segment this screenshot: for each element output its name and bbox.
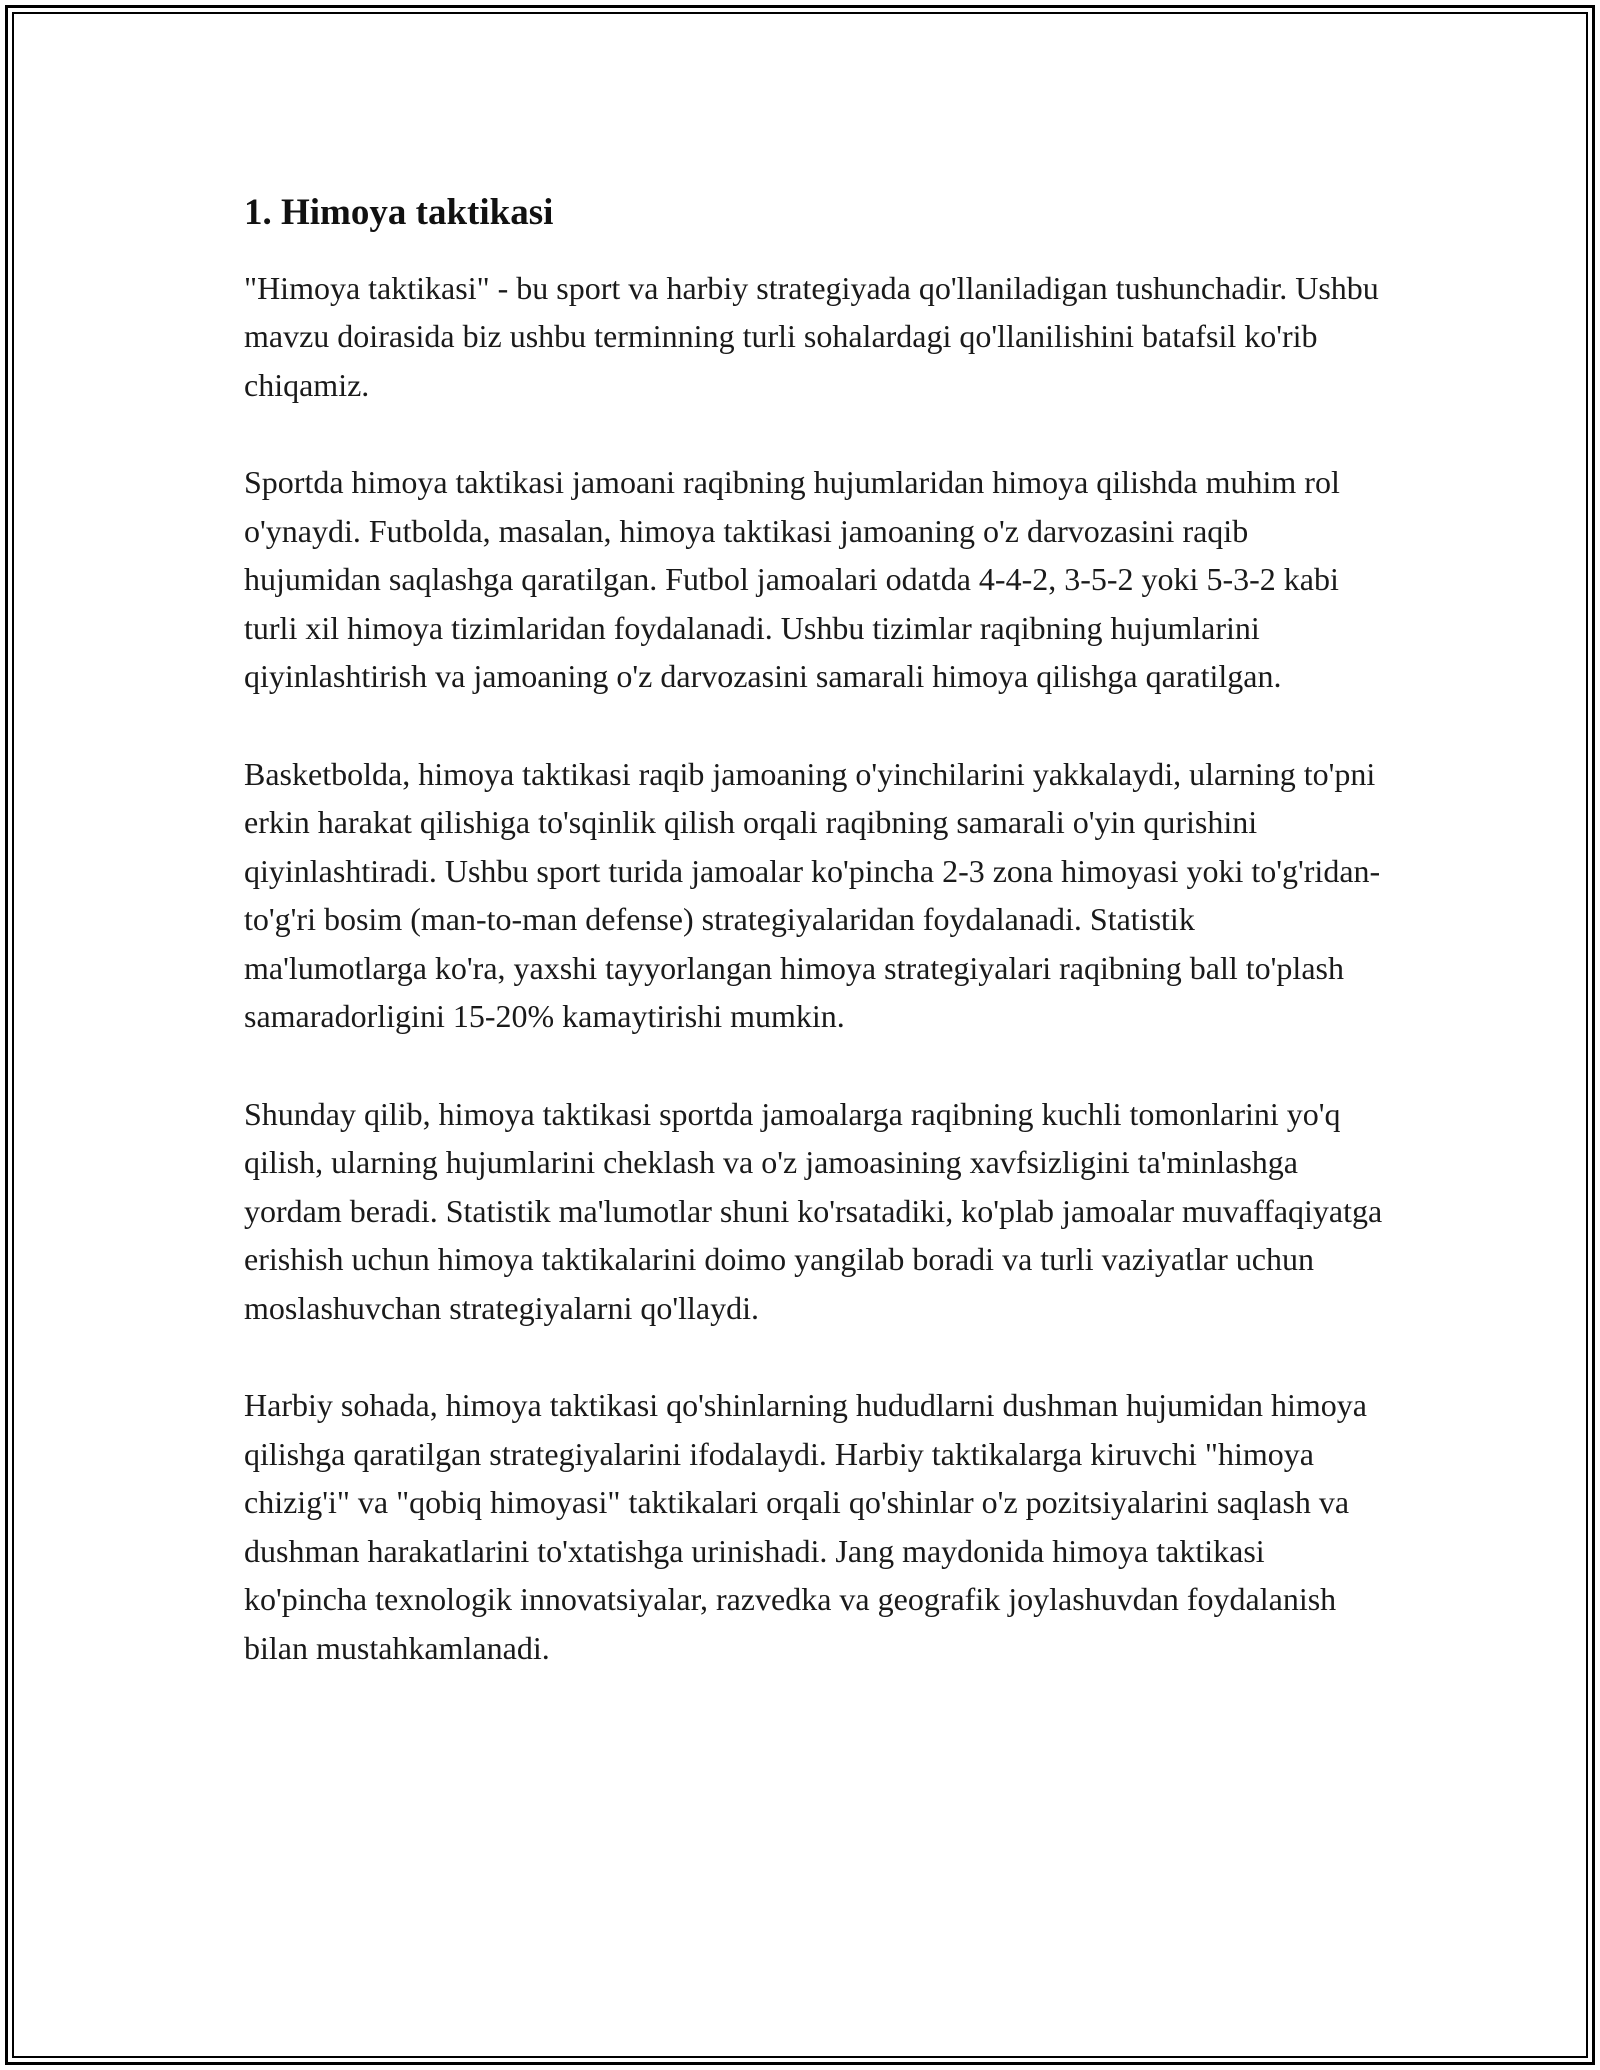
paragraph-military: Harbiy sohada, himoya taktikasi qo'shinlarning hududlarni dushman hujumidan himoya qilishga qaratilgan strategiyalarini ifodalaydi. Harbiy taktikalarga kiruvchi "himoya chizig'i" va "qobiq himoyasi" taktikalari orqali qo'shinlar o'z pozitsiyalarini saqlash va dushman harakatlarini to'xtatishga urinishadi. Jang maydonida himoya taktikasi ko'pincha texnologik innovatsiyalar, razvedka va geografik joylashuvdan foydalanish bilan mustahkamlanadi. bbox=[244, 1387, 1367, 1666]
paragraph-sport-summary: Shunday qilib, himoya taktikasi sportda jamoalarga raqibning kuchli tomonlarini yo'q qilish, ularning hujumlarini cheklash va o'z jamoasining xavfsizligini ta'minlashga yordam beradi. Statistik ma'lumotlar shuni ko'rsatadiki, ko'plab jamoalar muvaffaqiyatga erishish uchun himoya taktikalarini doimo yangilab boradi va turli vaziyatlar uchun moslashuvchan strategiyalarni qo'llaydi. bbox=[244, 1095, 1383, 1326]
paragraph-intro: "Himoya taktikasi" - bu sport va harbiy strategiyada qo'llaniladigan tushunchadir. Ushbu mavzu doirasida biz ushbu terminning turli sohalardagi qo'llanilishini batafsil ko'rib chiqamiz. bbox=[244, 269, 1379, 403]
paragraph-football: Sportda himoya taktikasi jamoani raqibning hujumlaridan himoya qilishda muhim rol o'ynaydi. Futbolda, masalan, himoya taktikasi jamoaning o'z darvozasini raqib hujumidan saqlashga qaratilgan. Futbol jamoalari odatda 4-4-2, 3-5-2 yoki 5-3-2 kabi turli xil himoya tizimlaridan foydalanadi. Ushbu tizimlar raqibning hujumlarini qiyinlashtirish va jamoaning o'z darvozasini samarali himoya qilishga qaratilgan. bbox=[244, 464, 1340, 695]
page-frame bbox=[5, 5, 1595, 2065]
section-heading: 1. Himoya taktikasi bbox=[244, 192, 554, 233]
paragraph-basketball: Basketbolda, himoya taktikasi raqib jamoaning o'yinchilarini yakkalaydi, ularning to'pni erkin harakat qilishiga to'sqinlik qilish orqali raqibning samarali o'yin qurishini qiyinlashtiradi. Ushbu sport turida jamoalar ko'pincha 2-3 zona himoyasi yoki to'g'ridan-to'g'ri bosim (man-to-man defense) strategiyalaridan foydalanadi. Statistik ma'lumotlarga ko'ra, yaxshi tayyorlangan himoya strategiyalari raqibning ball to'plash samaradorligini 15-20% kamaytirishi mumkin. bbox=[244, 755, 1381, 1035]
document-body bbox=[244, 188, 1384, 1721]
